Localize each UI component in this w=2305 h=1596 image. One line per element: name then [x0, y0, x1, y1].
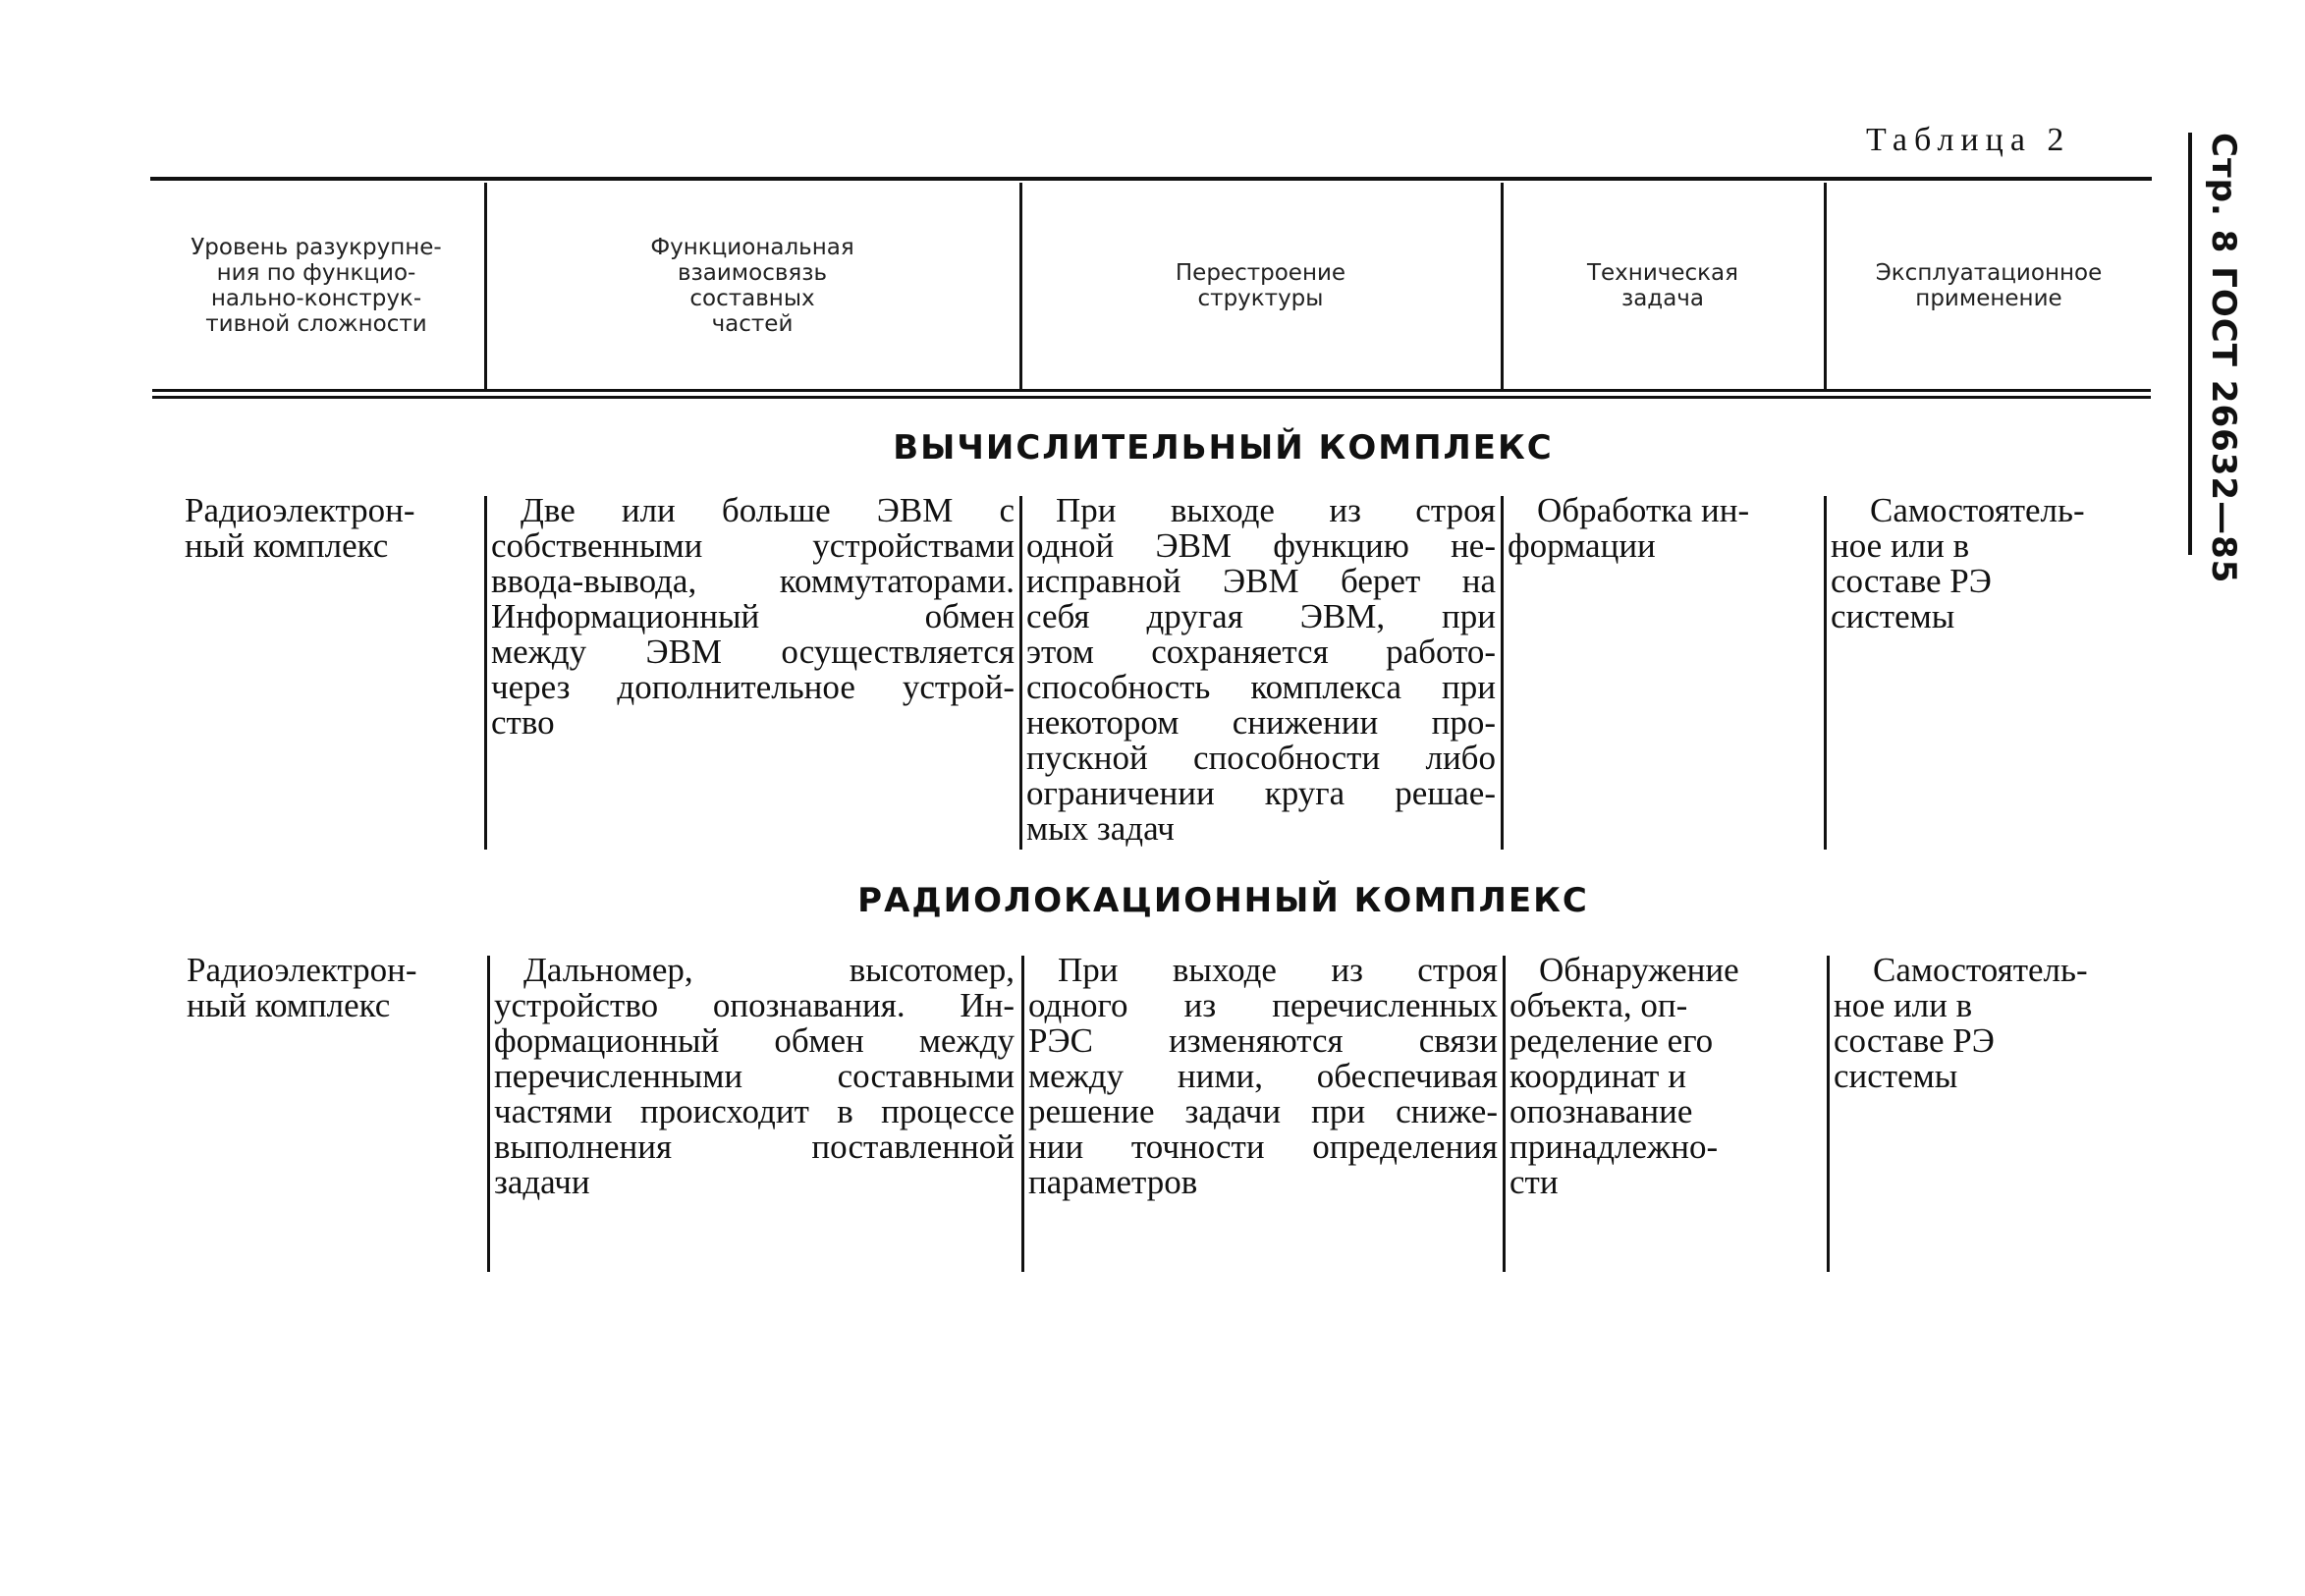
section1-task: [1508, 493, 1820, 564]
body-divider: [1019, 496, 1022, 850]
header-restructure-line: структуры: [1197, 286, 1324, 311]
header-bottom-rule-2: [152, 396, 2151, 399]
cell-line: формации: [1508, 526, 1656, 565]
cell-line: через дополнительное устрой-: [491, 668, 1015, 706]
cell-line: Обработка ин-: [1537, 491, 1750, 529]
cell-line: исправной ЭВМ берет на: [1026, 562, 1496, 600]
cell-line: системы: [1834, 1057, 1958, 1095]
cell-line: Информационный обмен: [491, 597, 1015, 635]
header-functional-line: Функциональная: [650, 235, 854, 260]
cell-line: мых задач: [1026, 809, 1175, 848]
header-level-line: нально-конструк-: [210, 286, 422, 311]
table-top-rule: [150, 177, 2152, 181]
header-level-line: ния по функцио-: [216, 260, 416, 286]
body-divider: [484, 496, 487, 850]
cell-line: координат и: [1509, 1057, 1686, 1095]
cell-line: частями происходит в процессе: [494, 1092, 1015, 1130]
running-header-text: Стр. 8 ГОСТ 26632—85: [2204, 133, 2243, 584]
cell-line: ство: [491, 703, 555, 742]
cell-line: Две или больше ЭВМ с: [521, 491, 1015, 529]
section1-restructure: [1026, 493, 1496, 847]
cell-line: некотором снижении про-: [1026, 703, 1496, 742]
header-task-line: задача: [1620, 286, 1704, 311]
cell-line: себя другая ЭВМ, при: [1026, 597, 1496, 635]
cell-line: устройство опознавания. Ин-: [494, 986, 1015, 1024]
header-restructure-line: Перестроение: [1175, 260, 1346, 286]
section1-usage: [1831, 493, 2145, 634]
cell-line: ввода-вывода, коммутаторами.: [491, 562, 1015, 600]
cell-line: принадлежно-: [1509, 1128, 1719, 1166]
section2-task: [1509, 953, 1822, 1200]
body-divider: [1827, 956, 1830, 1272]
header-level-line: Уровень разукрупне-: [191, 235, 442, 260]
body-divider: [1501, 496, 1504, 850]
header-task: [1504, 183, 1822, 389]
cell-line: При выходе из строя: [1058, 951, 1498, 989]
cell-line: ределение его: [1509, 1021, 1714, 1060]
cell-line: способность комплекса при: [1026, 668, 1496, 706]
cell-line: ное или в: [1834, 986, 1973, 1024]
section2-functional: [494, 953, 1015, 1200]
header-usage-line: Эксплуатационное: [1875, 260, 2103, 286]
running-header: [2190, 123, 2249, 584]
section1-level: [185, 493, 479, 564]
cell-line: Самостоятель-: [1873, 951, 2088, 989]
cell-line: Радиоэлектрон-: [187, 951, 417, 989]
cell-line: пускной способности либо: [1026, 739, 1496, 777]
body-divider: [1824, 496, 1827, 850]
cell-line: составе РЭ: [1831, 562, 1992, 600]
cell-line: собственными устройствами: [491, 526, 1015, 565]
table-caption: Таблица 2: [1866, 122, 2071, 158]
cell-line: системы: [1831, 597, 1955, 635]
section-title: РАДИОЛОКАЦИОННЫЙ КОМПЛЕКС: [857, 881, 1589, 920]
cell-line: Самостоятель-: [1870, 491, 2085, 529]
cell-line: ный комплекс: [187, 986, 391, 1024]
body-divider: [487, 956, 490, 1272]
header-usage: [1827, 183, 2151, 389]
cell-line: сти: [1509, 1163, 1559, 1201]
cell-line: Дальномер, высотомер,: [523, 951, 1015, 989]
header-task-line: Техническая: [1586, 260, 1738, 286]
header-functional-line: частей: [711, 311, 794, 337]
body-divider: [1021, 956, 1024, 1272]
header-functional-line: составных: [689, 286, 815, 311]
cell-line: параметров: [1028, 1163, 1198, 1201]
cell-line: выполнения поставленной: [494, 1128, 1015, 1166]
cell-line: составе РЭ: [1834, 1021, 1995, 1060]
cell-line: Радиоэлектрон-: [185, 491, 415, 529]
header-bottom-rule-1: [152, 389, 2151, 392]
section2-usage: [1834, 953, 2148, 1094]
cell-line: между ними, обеспечивая: [1028, 1057, 1498, 1095]
section2-restructure: [1028, 953, 1498, 1200]
section2-level: [187, 953, 481, 1023]
cell-line: этом сохраняется работо-: [1026, 633, 1496, 671]
cell-line: одной ЭВМ функцию не-: [1026, 526, 1496, 565]
cell-line: одного из перечисленных: [1028, 986, 1498, 1024]
header-restructure: [1022, 183, 1499, 389]
cell-line: задачи: [494, 1163, 590, 1201]
cell-line: РЭС изменяются связи: [1028, 1021, 1498, 1060]
cell-line: формационный обмен между: [494, 1021, 1015, 1060]
section1-functional: [491, 493, 1015, 741]
cell-line: ный комплекс: [185, 526, 389, 565]
section-title: ВЫЧИСЛИТЕЛЬНЫЙ КОМПЛЕКС: [893, 428, 1554, 468]
cell-line: ограничении круга решае-: [1026, 774, 1496, 812]
header-level-line: тивной сложности: [205, 311, 427, 337]
header-functional-line: взаимосвязь: [677, 260, 828, 286]
cell-line: между ЭВМ осуществляется: [491, 633, 1015, 671]
cell-line: При выходе из строя: [1056, 491, 1496, 529]
cell-line: решение задачи при сниже-: [1028, 1092, 1498, 1130]
header-functional: [487, 183, 1017, 389]
header-usage-line: применение: [1915, 286, 2062, 311]
cell-line: перечисленными составными: [494, 1057, 1015, 1095]
cell-line: нии точности определения: [1028, 1128, 1498, 1166]
cell-line: Обнаружение: [1539, 951, 1739, 989]
cell-line: объекта, оп-: [1509, 986, 1688, 1024]
header-level: [150, 183, 482, 389]
cell-line: опознавание: [1509, 1092, 1693, 1130]
body-divider: [1503, 956, 1506, 1272]
cell-line: ное или в: [1831, 526, 1970, 565]
